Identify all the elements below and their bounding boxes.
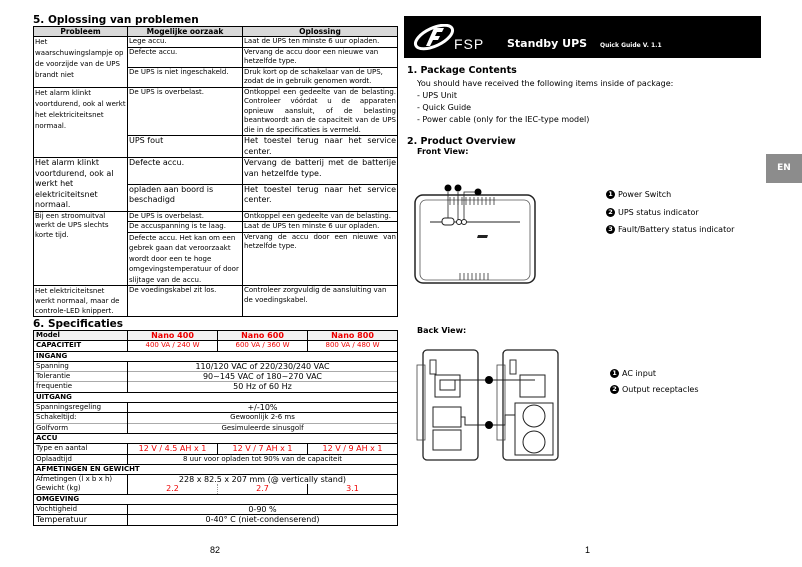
ups-back-view-diagram (415, 345, 560, 465)
spec-value: 8 uur voor opladen tot 90% van de capaciteit (128, 454, 398, 464)
front-view-label: Front View: (417, 147, 469, 156)
guide-version: Quick Guide V. 1.1 (600, 42, 662, 49)
battery-type: 12 V / 7 AH x 1 (218, 444, 308, 454)
solution-cell: Vervang de accu door een nieuwe van hetzelfde type. (243, 232, 398, 286)
environment-section-title: OMGEVING (34, 494, 398, 504)
right-page (404, 16, 764, 156)
back-legend-item (610, 385, 699, 394)
cause-cell: UPS fout (128, 136, 243, 158)
ups-front-view-diagram (410, 180, 540, 285)
package-intro: You should have received the following items inside of package: (417, 79, 674, 88)
spec-label: frequentie (34, 382, 128, 392)
spec-value: 0-40° C (niet-condenserend) (128, 515, 398, 525)
problem-cell: Het elektriciteitsnet werkt normaal, maar de controle-LED knippert. (34, 286, 128, 317)
product-title: Standby UPS (507, 37, 588, 50)
cause-cell: De accuspanning is te laag. (128, 222, 243, 233)
solution-cell: Druk kort op de schakelaar van de UPS, zodat de in gebruik genomen wordt. (243, 67, 398, 87)
battery-section-title: ACCU (34, 433, 398, 443)
cause-cell: opladen aan boord is beschadigd (128, 184, 243, 211)
number-2-icon: 2 (606, 208, 615, 217)
capacity-value: 800 VA / 480 W (308, 341, 398, 351)
solution-cell: Laat de UPS ten minste 6 uur opladen. (243, 222, 398, 233)
front-legend-item (606, 190, 671, 199)
solution-cell: Laat de UPS ten minste 6 uur opladen. (243, 37, 398, 48)
package-item: - Quick Guide (417, 103, 472, 112)
input-section-title: INGANG (34, 351, 398, 361)
spec-value: 90~145 VAC of 180~270 VAC (128, 372, 398, 382)
solution-cell: Ontkoppel een gedeelte van de belasting. (243, 211, 398, 222)
cause-cell: Defecte accu. Het kan om een gebrek gaan dat veroorzaakt wordt door een te hoge omgevingstemperatuur of door slijtage van de accu. (128, 232, 243, 286)
legend-label: Fault/Battery status indicator (618, 225, 735, 234)
table-row (34, 211, 398, 222)
troubleshooting-table (33, 26, 398, 317)
spec-value: +/-10% (128, 403, 398, 413)
spec-label: Schakeltijd: (34, 413, 128, 423)
cause-cell: De voedingskabel zit los. (128, 286, 243, 317)
cause-cell: Lege accu. (128, 37, 243, 48)
header-problem: Probleem (34, 27, 128, 37)
back-legend-item (610, 369, 656, 378)
problem-cell: Het alarm klinkt voortdurend, ook al werkt het elektriciteitsnet normaal. (34, 158, 128, 212)
brand-name: FSP (454, 36, 485, 52)
weight-value: 2.2 (128, 484, 218, 494)
spec-label: Vochtigheid (34, 505, 128, 515)
header-cause: Mogelijke oorzaak (128, 27, 243, 37)
header-banner (404, 16, 761, 58)
spec-label: Temperatuur (34, 515, 128, 525)
solution-cell: Vervang de accu door een nieuwe van hetzelfde type. (243, 47, 398, 67)
spec-label: Golfvorm (34, 423, 128, 433)
left-page (33, 14, 398, 526)
spec-value: 228 x 82.5 x 207 mm (@ vertically stand) (128, 475, 398, 485)
model-label: Model (34, 331, 128, 341)
page-number-left: 82 (210, 545, 221, 555)
section1-title: 1. Package Contents (407, 65, 517, 76)
capacity-label: CAPACITEIT (34, 341, 128, 351)
legend-label: Output receptacles (622, 385, 699, 394)
cause-cell: Defecte accu. (128, 158, 243, 185)
cause-cell: De UPS is overbelast. (128, 211, 243, 222)
table-row (34, 286, 398, 317)
spec-value: Gesimuleerde sinusgolf (128, 423, 398, 433)
front-legend-item (606, 208, 699, 217)
solution-cell: Controleer zorgvuldig de aansluiting van de voedingskabel. (243, 286, 398, 317)
package-item: - Power cable (only for the IEC-type model) (417, 115, 590, 124)
spec-label: Tolerantie (34, 372, 128, 382)
table-row (34, 37, 398, 48)
problem-cell: Bij een stroomuitval werkt de UPS slechts korte tijd. (34, 211, 128, 286)
battery-type: 12 V / 9 AH x 1 (308, 444, 398, 454)
header-solution: Oplossing (243, 27, 398, 37)
back-view-label: Back View: (417, 326, 467, 335)
weight-value: 2.7 (218, 484, 308, 494)
problem-cell: Het waarschuwingslampje op de voorzijde van de UPS brandt niet (34, 37, 128, 88)
capacity-value: 400 VA / 240 W (128, 341, 218, 351)
physical-section-title: AFMETINGEN EN GEWICHT (34, 464, 398, 474)
solution-cell: Het toestel terug naar het service center. (243, 184, 398, 211)
number-1-icon: 1 (606, 190, 615, 199)
model-nano800: Nano 800 (308, 331, 398, 341)
solution-cell: Ontkoppel een gedeelte van de belasting. Controleer vóórdat u de apparaten opnieuw aansluit, of de belasting beantwoordt aan de capaciteit van de UPS die in de specificaties is vermeld. (244, 87, 396, 134)
spec-label: Spanningsregeling (34, 403, 128, 413)
output-section-title: UITGANG (34, 392, 398, 402)
spec-value: 50 Hz of 60 Hz (128, 382, 398, 392)
weight-value: 3.1 (308, 484, 398, 494)
spec-label: Afmetingen (l x b x h) (34, 475, 128, 485)
section5-title: 5. Oplossing van problemen (33, 14, 199, 26)
number-1-icon: 1 (610, 369, 619, 378)
legend-label: Power Switch (618, 190, 672, 199)
section6-title: 6. Specificaties (33, 318, 124, 330)
package-item: - UPS Unit (417, 91, 458, 100)
language-tab: EN (766, 154, 802, 183)
legend-label: AC input (622, 369, 657, 378)
number-2-icon: 2 (610, 385, 619, 394)
spec-value: 0-90 % (128, 505, 398, 515)
cause-cell: Defecte accu. (128, 47, 243, 67)
capacity-value: 600 VA / 360 W (218, 341, 308, 351)
page-number-right: 1 (585, 545, 591, 555)
spec-label: Oplaadtijd (34, 454, 128, 464)
fsp-logo-icon (412, 24, 458, 52)
solution-cell: Vervang de batterij met de batterije van hetzelfde type. (243, 158, 398, 185)
model-nano400: Nano 400 (128, 331, 218, 341)
table-row (34, 87, 398, 136)
cause-cell: De UPS is niet ingeschakeld. (128, 67, 243, 87)
front-legend-item (606, 225, 734, 234)
spec-label: Spanning (34, 361, 128, 371)
spec-value: 110/120 VAC of 220/230/240 VAC (128, 361, 398, 371)
spec-label: Type en aantal (34, 444, 128, 454)
battery-type: 12 V / 4.5 AH x 1 (128, 444, 218, 454)
legend-label: UPS status indicator (618, 208, 699, 217)
section2-title: 2. Product Overview (407, 136, 516, 147)
spec-label: Gewicht (kg) (34, 484, 128, 494)
problem-cell: Het alarm klinkt voortdurend, ook al werkt het elektriciteitsnet normaal. (34, 87, 128, 158)
solution-cell: Het toestel terug naar het service center. (244, 136, 396, 156)
number-3-icon: 3 (606, 225, 615, 234)
model-nano600: Nano 600 (218, 331, 308, 341)
cause-cell: De UPS is overbelast. (128, 87, 243, 136)
spec-value: Gewoonlijk 2-6 ms (128, 413, 398, 423)
specifications-table (33, 330, 398, 526)
table-row (34, 158, 398, 185)
